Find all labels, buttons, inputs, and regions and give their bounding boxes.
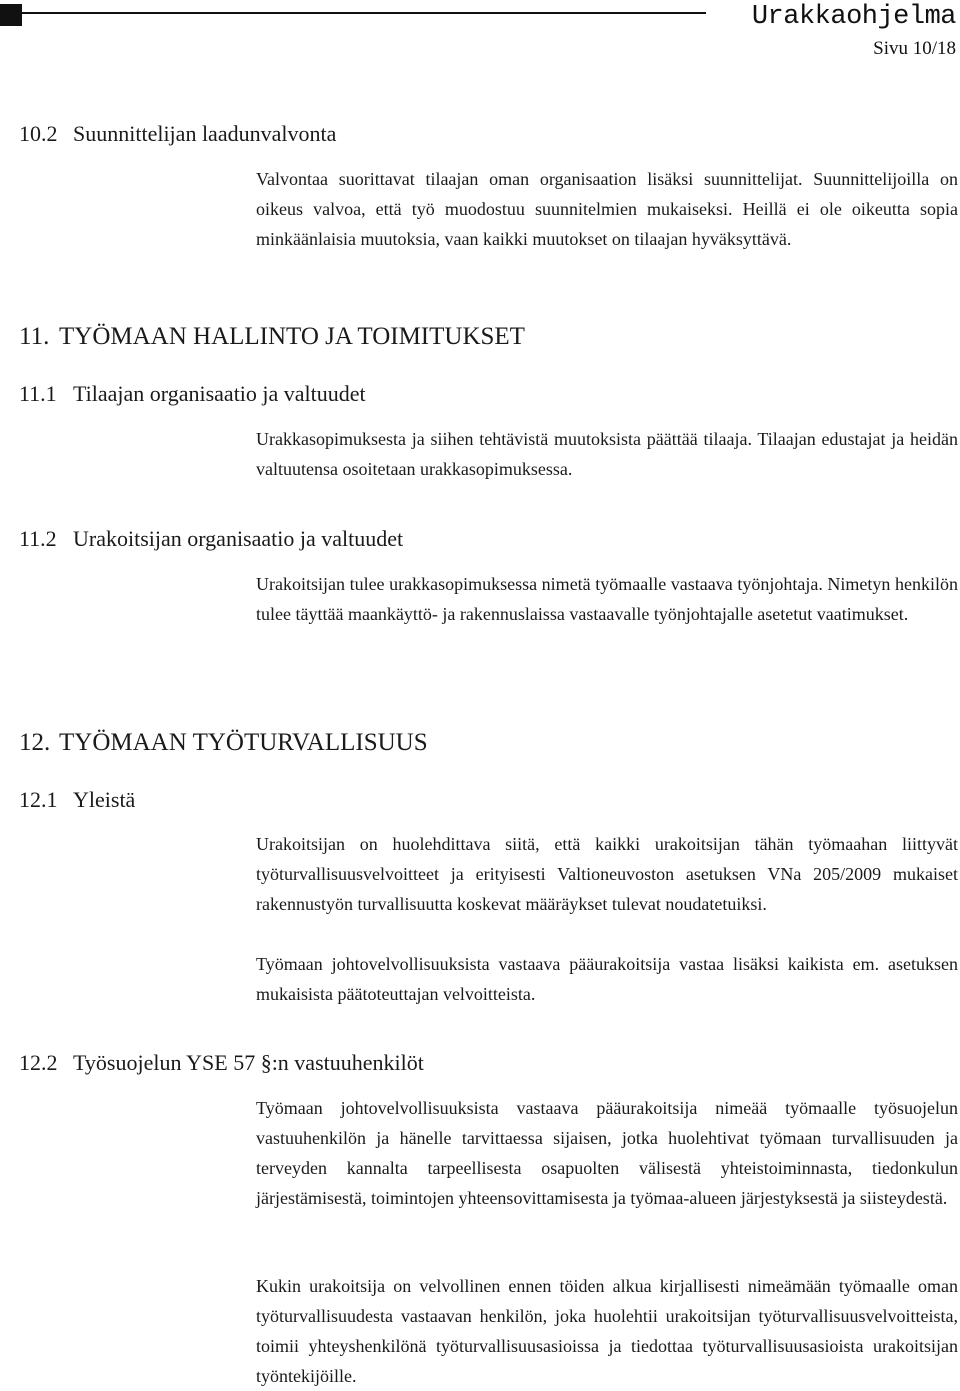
- heading-number: 11.1: [19, 381, 57, 406]
- paragraph-12-1-b: Työmaan johtovelvollisuuksista vastaava pääurakoitsija vastaa lisäksi kaikista em. asetuksen mukaisista päätoteuttajan velvoitteista.: [256, 954, 958, 1004]
- heading-10-2: [19, 120, 336, 148]
- heading-text: TYÖMAAN TYÖTURVALLISUUS: [59, 729, 428, 756]
- heading-number: 10.2: [19, 121, 58, 146]
- paragraph-12-1-a: Urakoitsijan on huolehdittava siitä, että kaikki urakoitsijan tähän työmaahan liittyvät työturvallisuusvelvoitteet ja erityisesti Valtioneuvoston asetuksen VNa 205/2009 mukaiset rakennustyön turvallisuutta koskevat määräykset tulevat noudatetuiksi.: [256, 834, 958, 914]
- heading-12: [19, 728, 428, 758]
- heading-number: 12.1: [19, 787, 58, 812]
- heading-text: Suunnittelijan laadunvalvonta: [73, 121, 337, 146]
- header-rule: [22, 12, 706, 14]
- heading-12-2: [19, 1049, 424, 1077]
- heading-text: TYÖMAAN HALLINTO JA TOIMITUKSET: [59, 323, 525, 350]
- paragraph-11-1: Urakkasopimuksesta ja siihen tehtävistä muutoksista päättää tilaaja. Tilaajan edustajat ja heidän valtuutensa osoitetaan urakkasopimuksessa.: [256, 429, 958, 479]
- heading-12-1: [19, 786, 135, 814]
- heading-number: 11.2: [19, 526, 57, 551]
- paragraph-12-2-a: Työmaan johtovelvollisuuksista vastaava pääurakoitsija nimeää työmaalle työsuojelun vastuuhenkilön ja hänelle tarvittaessa sijaisen, jotka huolehtivat työmaan turvallisuuden ja terveyden kannalta tarpeellisesta osapuolten välisestä yhteistoiminnasta, tiedonkulun järjestämisestä, toimintojen yhteensovittamisesta ja työmaa-alueen järjestyksestä ja siisteydestä.: [256, 1098, 958, 1208]
- page-number: Sivu 10/18: [873, 38, 956, 59]
- paragraph-10-2: Valvontaa suorittavat tilaajan oman organisaation lisäksi suunnittelijat. Suunnittelijoilla on oikeus valvoa, että työ muodostuu suunnitelmien mukaiseksi. Heillä ei ole oikeutta sopia minkäänlaisia muutoksia, vaan kaikki muutokset on tilaajan hyväksyttävä.: [256, 169, 958, 249]
- heading-text: Urakoitsijan organisaatio ja valtuudet: [73, 526, 404, 551]
- heading-text: Työsuojelun YSE 57 §:n vastuuhenkilöt: [73, 1050, 424, 1075]
- heading-number: 12.2: [19, 1050, 58, 1075]
- header-marker: [0, 4, 22, 26]
- paragraph-11-2: Urakoitsijan tulee urakkasopimuksessa nimetä työmaalle vastaava työnjohtaja. Nimetyn henkilön tulee täyttää maankäyttö- ja rakennuslaissa vastaavalle työnjohtajalle asetetut vaatimukset.: [256, 574, 958, 624]
- heading-11-2: [19, 525, 403, 553]
- heading-11-1: [19, 380, 366, 408]
- document-title: Urakkaohjelma: [751, 2, 956, 32]
- heading-text: Tilaajan organisaatio ja valtuudet: [73, 381, 366, 406]
- heading-number: 11.: [19, 323, 50, 350]
- paragraph-12-2-b: Kukin urakoitsija on velvollinen ennen töiden alkua kirjallisesti nimeämään työmaalle oman työturvallisuudesta vastaavan henkilön, joka huolehtii urakoitsijan työturvallisuusvelvoitteista, toimii yhteyshenkilönä työturvallisuusasioissa ja tiedottaa työturvallisuusasioista urakoitsijan työntekijöille.: [256, 1276, 958, 1386]
- heading-11: [19, 322, 525, 352]
- heading-text: Yleistä: [73, 787, 136, 812]
- heading-number: 12.: [19, 729, 51, 756]
